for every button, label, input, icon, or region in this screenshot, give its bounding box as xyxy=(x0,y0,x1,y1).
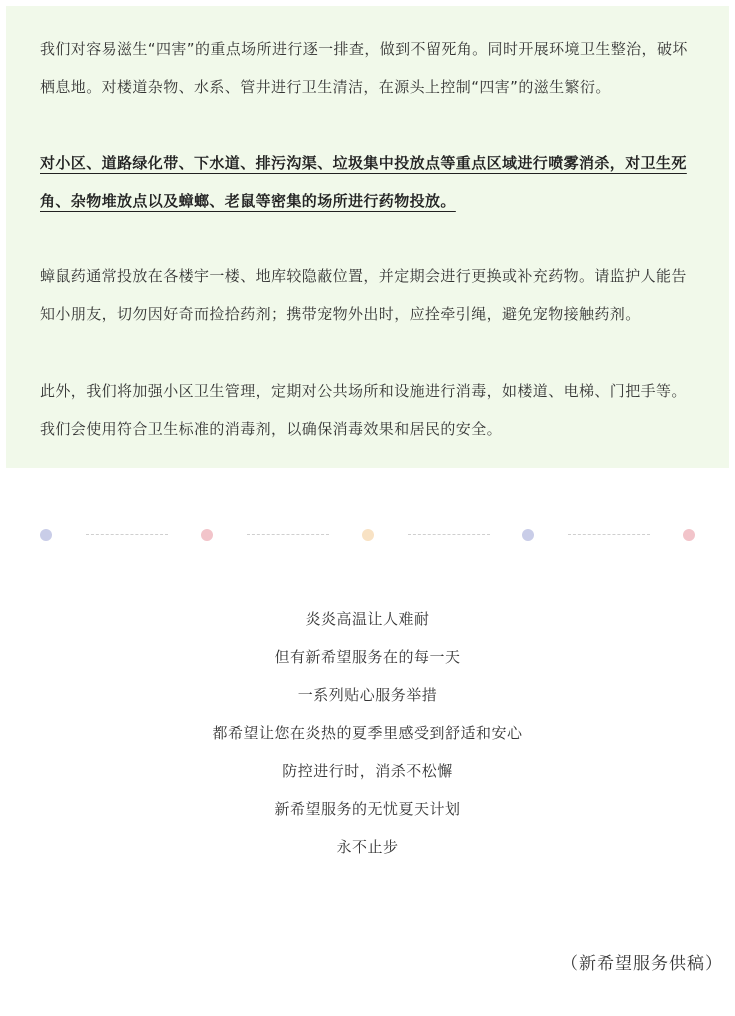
divider-dash xyxy=(408,534,490,535)
poem-line: 炎炎高温让人难耐 xyxy=(305,610,430,628)
paragraph-pest-inspection: 我们对容易滋生“四害”的重点场所进行逐一排查，做到不留死角。同时开展环境卫生整治，破坏栖息地。对楼道杂物、水系、管井进行卫生清洁，在源头上控制“四害”的滋生繁衍。 xyxy=(40,40,688,96)
divider-dash xyxy=(568,534,650,535)
divider-dot xyxy=(362,529,374,541)
paragraph-bait-placement: 蟑鼠药通常投放在各楼宇一楼、地库较隐蔽位置，并定期会进行更换或补充药物。请监护人能告知小朋友，切勿因好奇而捡拾药剂；携带宠物外出时，应拴牵引绳，避免宠物接触药剂。 xyxy=(40,267,687,323)
poem-line: 防控进行时，消杀不松懈 xyxy=(282,762,453,780)
source-credit: （新希望服务供稿） xyxy=(561,954,723,974)
poem-line: 永不止步 xyxy=(336,838,399,856)
divider-dash xyxy=(86,534,168,535)
paragraph-disinfection: 此外，我们将加强小区卫生管理，定期对公共场所和设施进行消毒，如楼道、电梯、门把手等。我们会使用符合卫生标准的消毒剂，以确保消毒效果和居民的安全。 xyxy=(40,382,687,438)
divider-dot xyxy=(40,529,52,541)
poem-line: 但有新希望服务在的每一天 xyxy=(274,648,461,666)
poem-line: 新希望服务的无忧夏天计划 xyxy=(274,800,461,818)
divider-dot xyxy=(522,529,534,541)
underlined-text: 对小区、道路绿化带、下水道、排污沟渠、垃圾集中投放点等重点区域进行喷雾消杀，对卫生死角、杂物堆放点以及蟑螂、老鼠等密集的场所进行药物投放。 xyxy=(40,154,687,210)
divider-dash xyxy=(247,534,329,535)
decorative-divider xyxy=(0,527,735,543)
poem-line: 都希望让您在炎热的夏季里感受到舒适和安心 xyxy=(212,724,523,742)
poem-line: 一系列贴心服务举措 xyxy=(297,686,438,704)
divider-dot xyxy=(201,529,213,541)
paragraph-spraying-bold xyxy=(40,144,700,220)
divider-dot xyxy=(683,529,695,541)
